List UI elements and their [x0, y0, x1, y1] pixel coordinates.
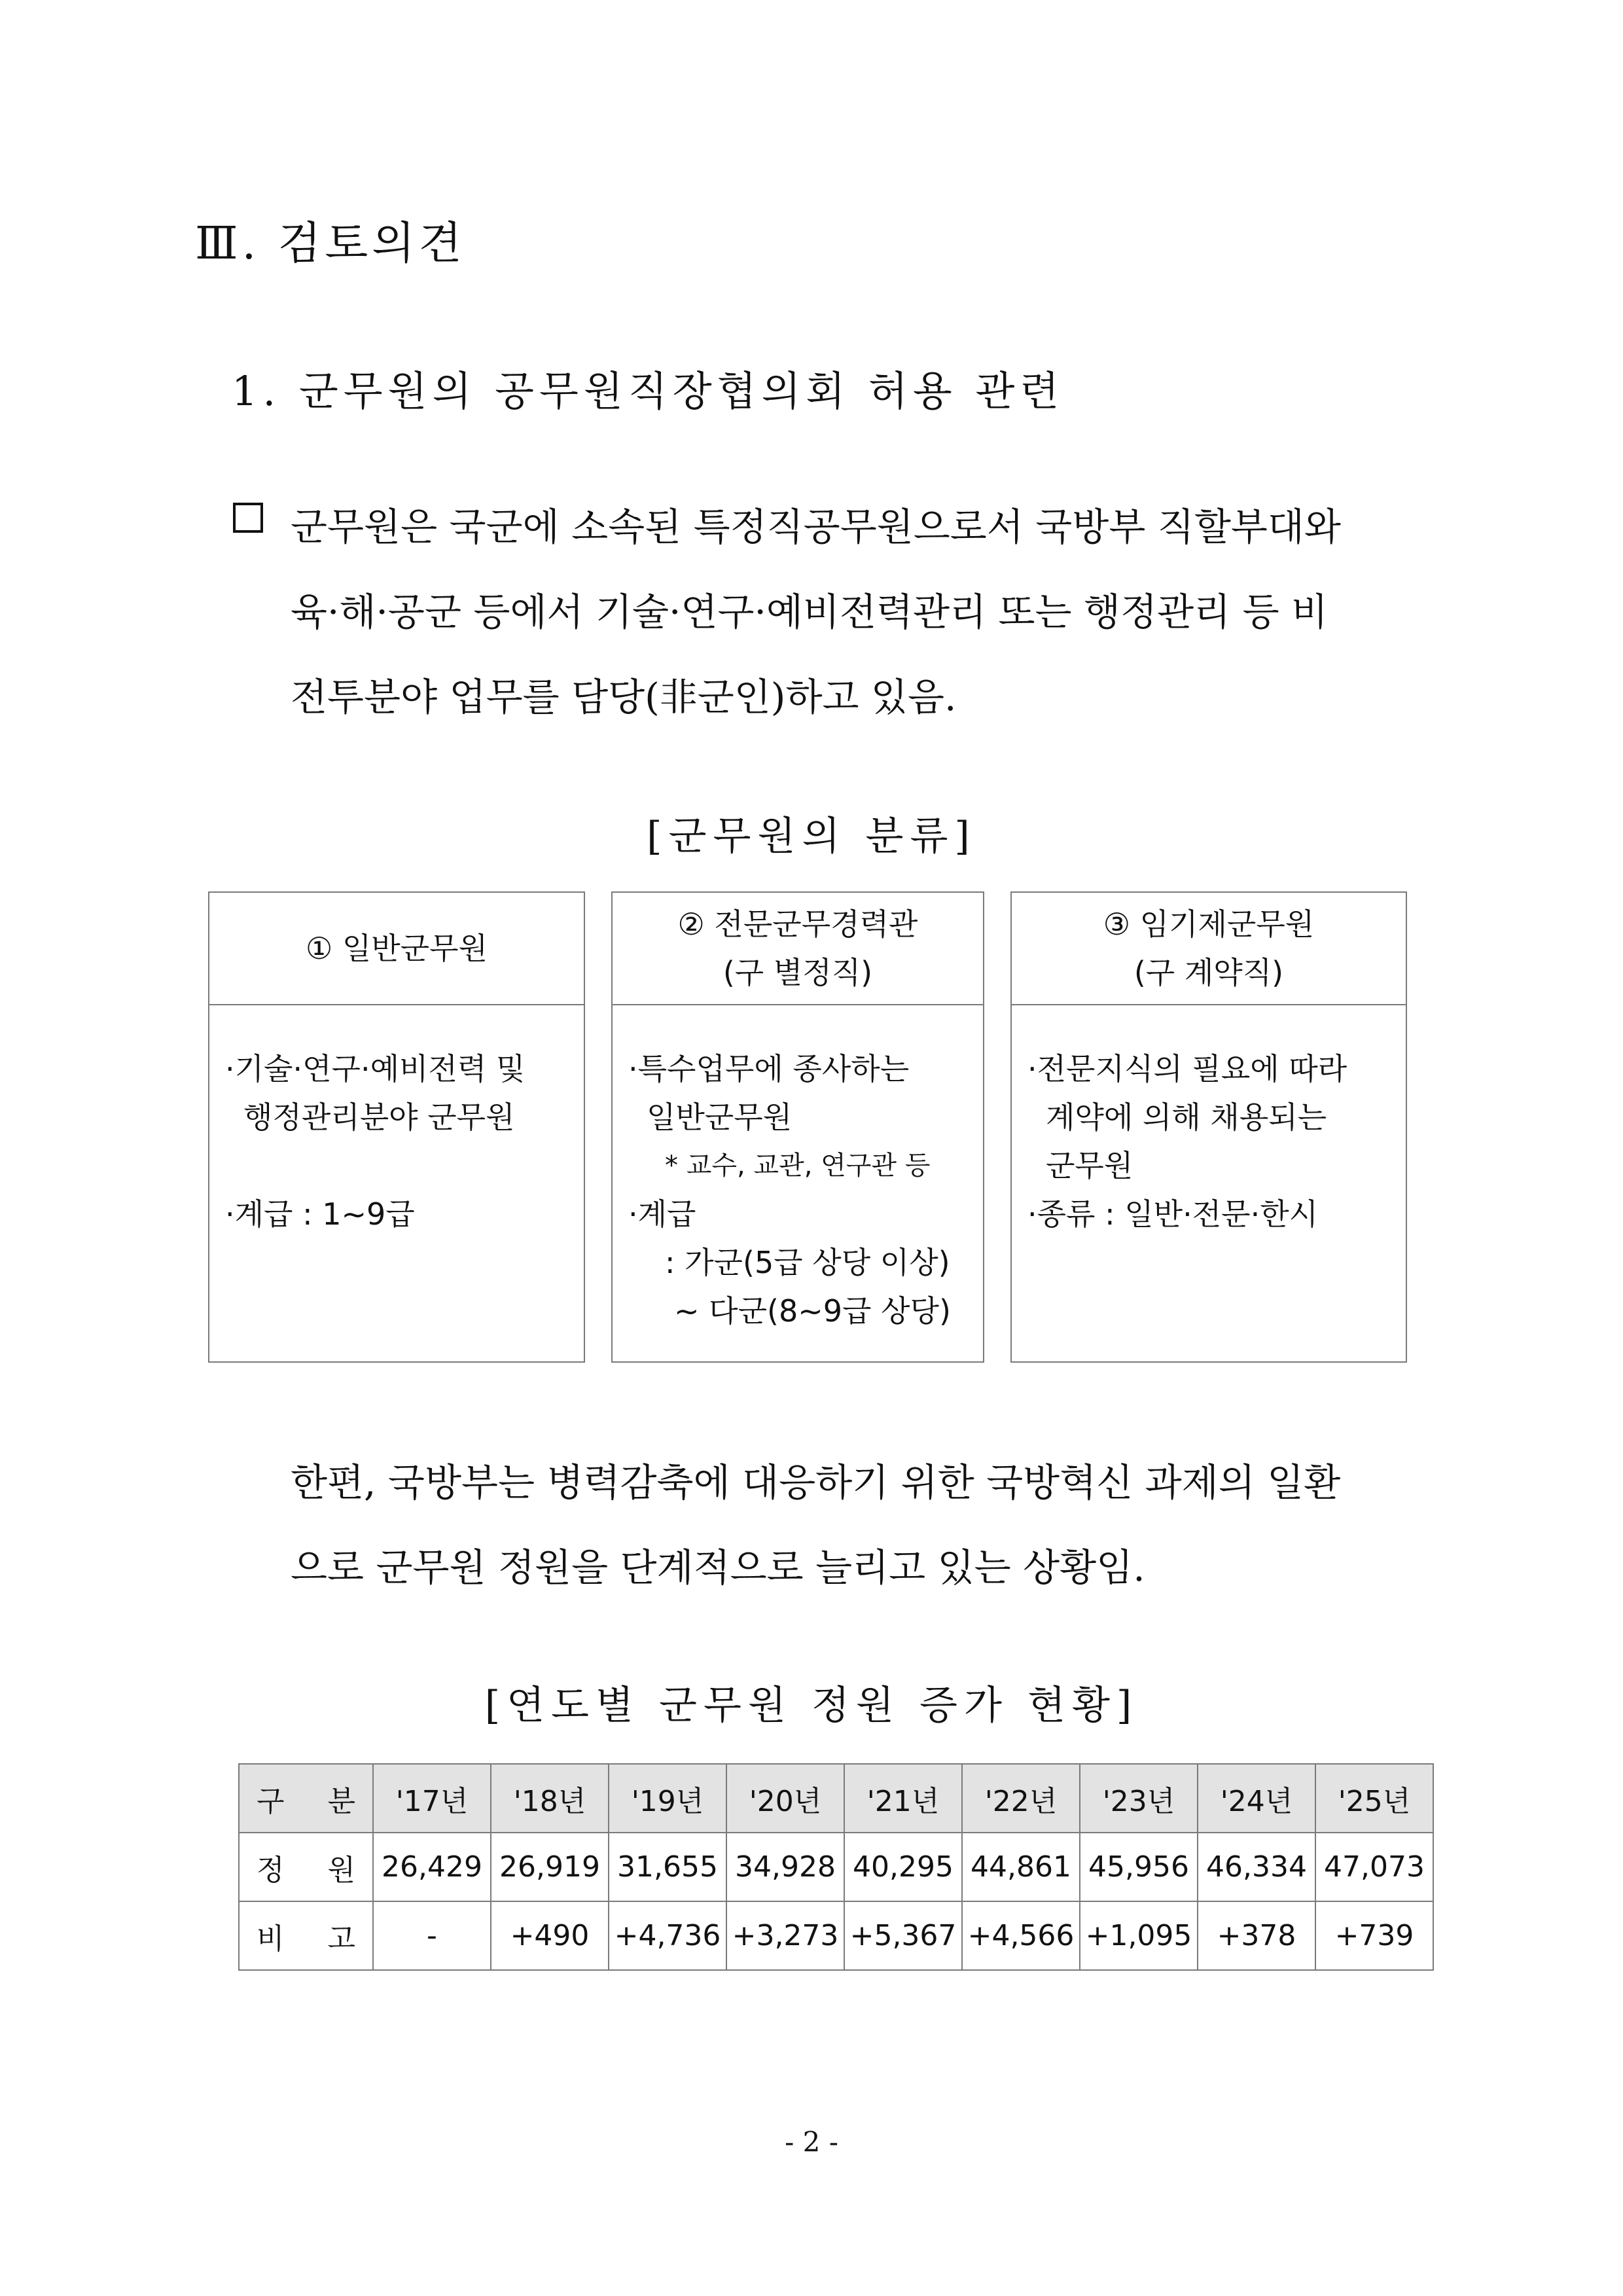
classification-header-line: ① 일반군무원 — [305, 931, 488, 966]
classification-header — [1012, 893, 1406, 1005]
table-cell: 44,861 — [962, 1833, 1080, 1901]
table-header-cell: '17년 — [373, 1764, 491, 1833]
classification-body-line: 일반군무원 — [647, 1100, 793, 1135]
classification-body-line: 군무원 — [1046, 1148, 1133, 1183]
classification-header — [613, 893, 983, 1005]
table-header-cell: 구 분 — [239, 1764, 373, 1833]
table-cell: +739 — [1315, 1901, 1433, 1970]
table-header-cell: '23년 — [1080, 1764, 1198, 1833]
classification-body-line: 행정관리분야 군무원 — [243, 1100, 515, 1135]
classification-body-line: ·계급 : 1~9급 — [225, 1196, 415, 1232]
paragraph1-line: 육·해·공군 등에서 기술·연구·예비전력관리 또는 행정관리 등 비 — [291, 590, 1329, 634]
table-row — [239, 1901, 1433, 1970]
table-header-cell: '19년 — [609, 1764, 726, 1833]
table-cell: +5,367 — [844, 1901, 962, 1970]
table-row-label: 비 고 — [239, 1901, 373, 1970]
section-title: Ⅲ. 검토의견 — [195, 218, 466, 270]
table-header-row — [239, 1764, 1433, 1833]
classification-body-line: ·기술·연구·예비전력 및 — [225, 1051, 526, 1086]
table-cell: 31,655 — [609, 1833, 726, 1901]
table-cell: 40,295 — [844, 1833, 962, 1901]
checkbox-bullet-icon — [233, 503, 263, 533]
table-cell: 45,956 — [1080, 1833, 1198, 1901]
table-cell: +4,566 — [962, 1901, 1080, 1970]
classification-box-general — [208, 891, 585, 1363]
classification-box-term — [1010, 891, 1407, 1363]
classification-header-line: (구 별정직) — [722, 955, 873, 990]
classification-body-line: ~ 다군(8~9급 상당) — [674, 1293, 951, 1329]
classification-header-line: ③ 임기제군무원 — [1103, 906, 1315, 942]
table-row — [239, 1833, 1433, 1901]
classification-body-spacer — [225, 1141, 584, 1190]
table-cell: +490 — [491, 1901, 609, 1970]
table-cell: 46,334 — [1198, 1833, 1315, 1901]
paragraph2-line: 한편, 국방부는 병력감축에 대응하기 위한 국방혁신 과제의 일환 — [291, 1460, 1341, 1505]
subsection-title: 1. 군무원의 공무원직장협의회 허용 관련 — [232, 367, 1065, 415]
classification-caption: [군무원의 분류] — [647, 814, 976, 859]
table-row-label: 정 원 — [239, 1833, 373, 1901]
page-number: - 2 - — [785, 2126, 838, 2158]
classification-body-note: * 교수, 교관, 연구관 등 — [665, 1151, 931, 1181]
table-header-cell: '25년 — [1315, 1764, 1433, 1833]
paragraph2-line: 으로 군무원 정원을 단계적으로 늘리고 있는 상황임. — [291, 1545, 1145, 1590]
classification-body — [613, 1005, 983, 1335]
classification-body-line: ·특수업무에 종사하는 — [628, 1051, 910, 1086]
classification-body-line: ·계급 — [628, 1196, 696, 1232]
table-header-cell: '24년 — [1198, 1764, 1315, 1833]
table-cell: 26,919 — [491, 1833, 609, 1901]
paragraph1-line: 전투분야 업무를 담당(非군인)하고 있음. — [291, 675, 957, 719]
table-cell: - — [373, 1901, 491, 1970]
table-header-cell: '22년 — [962, 1764, 1080, 1833]
table-cell: +3,273 — [726, 1901, 844, 1970]
classification-body-line: 계약에 의해 채용되는 — [1046, 1100, 1327, 1135]
table-cell: +378 — [1198, 1901, 1315, 1970]
table-header-cell: '21년 — [844, 1764, 962, 1833]
table-cell: 34,928 — [726, 1833, 844, 1901]
classification-header — [209, 893, 584, 1005]
classification-header-line: (구 계약직) — [1133, 955, 1284, 990]
yearly-staffing-table — [238, 1763, 1434, 1971]
classification-body-line: ·전문지식의 필요에 따라 — [1027, 1051, 1347, 1086]
table-header-cell: '20년 — [726, 1764, 844, 1833]
classification-body — [1012, 1005, 1406, 1238]
paragraph1-line: 군무원은 국군에 소속된 특정직공무원으로서 국방부 직할부대와 — [291, 505, 1341, 549]
table-cell: +1,095 — [1080, 1901, 1198, 1970]
classification-body-line: ·종류 : 일반·전문·한시 — [1027, 1196, 1319, 1232]
table-cell: 47,073 — [1315, 1833, 1433, 1901]
table-cell: +4,736 — [609, 1901, 726, 1970]
classification-box-career — [611, 891, 984, 1363]
yearly-table-caption: [연도별 군무원 정원 증가 현황] — [484, 1683, 1139, 1729]
classification-body — [209, 1005, 584, 1238]
classification-header-line: ② 전문군무경력관 — [677, 906, 918, 942]
table-cell: 26,429 — [373, 1833, 491, 1901]
table-header-cell: '18년 — [491, 1764, 609, 1833]
classification-body-line: : 가군(5급 상당 이상) — [665, 1245, 950, 1280]
